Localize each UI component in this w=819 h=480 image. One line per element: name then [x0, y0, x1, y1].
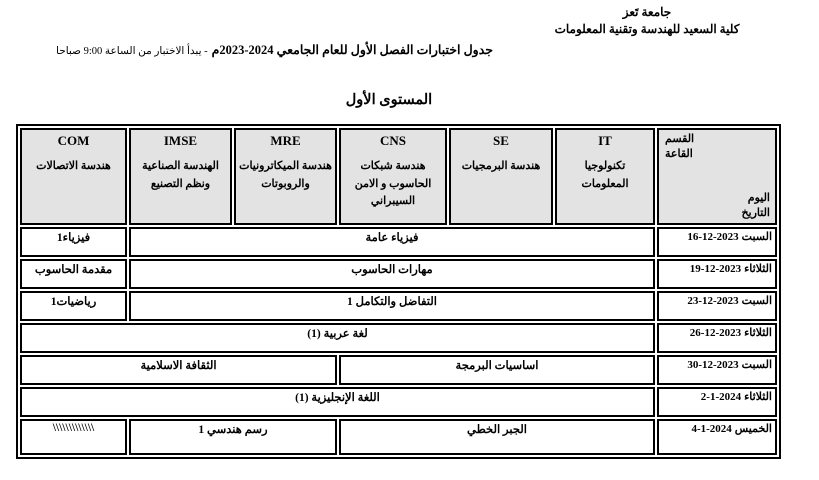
- date-value: 2023-12-26: [689, 327, 742, 339]
- table-row: [20, 355, 777, 385]
- day-label: الثلاثاء: [744, 391, 772, 403]
- schedule-title-line: [22, 41, 527, 59]
- subject-cell: اللغة الإنجليزية (1): [20, 387, 655, 417]
- level-heading: المستوى الأول: [345, 92, 433, 108]
- table-row: [20, 387, 777, 417]
- dept-code: COM: [57, 133, 90, 148]
- subject-cell: مقدمة الحاسوب: [20, 259, 127, 289]
- dept-header-cns: [339, 128, 447, 225]
- date-value: 2024-1-2: [700, 391, 742, 403]
- dept-name: هندسة شبكات الحاسوب و الامن السيبراني: [354, 160, 432, 208]
- subject-cell: رسم هندسي 1: [129, 419, 337, 455]
- dept-name: هندسة البرمجيات: [461, 160, 541, 172]
- date-cell: [657, 323, 777, 353]
- college-name: كلية السعيد للهندسة وتقنية المعلومات: [554, 21, 740, 36]
- letterhead: [528, 4, 766, 38]
- day-label: السبت: [741, 359, 772, 371]
- corner-row-labels: [660, 191, 774, 222]
- date-value: 2023-12-23: [687, 295, 739, 307]
- no-exam-cell: \\\\\\\\\\\\\: [20, 419, 127, 455]
- dept-name: الهندسة الصناعية ونظم التصنيع: [142, 160, 219, 190]
- subject-cell: لغة عربية (1): [20, 323, 655, 353]
- subject-cell: الجبر الخطي: [339, 419, 655, 455]
- corner-dept-label: القسم: [665, 133, 695, 145]
- dept-header-it: [555, 128, 655, 225]
- dept-code: IMSE: [163, 133, 198, 148]
- dept-header-com: [20, 128, 127, 225]
- corner-day-label: اليوم: [747, 192, 770, 205]
- dept-header-se: [449, 128, 553, 225]
- table-row: [20, 323, 777, 353]
- dept-code: MRE: [270, 133, 301, 148]
- subject-cell: اساسيات البرمجة: [339, 355, 655, 385]
- start-time-note: - يبدأ الاختبار من الساعة 9:00 صباحا: [56, 46, 208, 57]
- date-value: 2024-1-4: [691, 423, 732, 435]
- date-value: 2023-12-16: [687, 231, 739, 243]
- day-label: الخميس: [734, 423, 772, 435]
- subject-cell: فيزياء عامة: [129, 227, 655, 257]
- table-row: [20, 259, 777, 289]
- exam-schedule-table: [16, 124, 781, 459]
- date-value: 2023-12-19: [689, 263, 742, 275]
- subject-cell: فيزياء1: [20, 227, 127, 257]
- subject-cell: التفاضل والتكامل 1: [129, 291, 655, 321]
- date-cell: [657, 419, 777, 455]
- dept-code: SE: [493, 133, 509, 148]
- subject-cell: رياضيات1: [20, 291, 127, 321]
- dept-name: تكنولوجيا المعلومات: [581, 160, 629, 190]
- date-cell: [657, 355, 777, 385]
- table-row: [20, 419, 777, 455]
- dept-code: IT: [598, 133, 612, 148]
- corner-column-labels: [660, 131, 774, 162]
- day-label: السبت: [741, 231, 772, 243]
- date-cell: [657, 227, 777, 257]
- schedule-title: جدول اختبارات الفصل الأول للعام الجامعي 2024-2023م: [211, 43, 493, 57]
- date-cell: [657, 291, 777, 321]
- corner-hall-label: القاعة: [665, 147, 693, 160]
- day-label: الثلاثاء: [744, 327, 772, 339]
- dept-name: هندسة الميكاترونيات والروبوتات: [239, 160, 332, 190]
- dept-header-mre: [234, 128, 337, 225]
- date-cell: [657, 259, 777, 289]
- dept-header-imse: [129, 128, 232, 225]
- subject-cell: مهارات الحاسوب: [129, 259, 655, 289]
- corner-cell: [657, 128, 777, 225]
- date-cell: [657, 387, 777, 417]
- header-row: [20, 128, 777, 225]
- dept-name: هندسة الاتصالات: [36, 160, 111, 172]
- corner-date-label: التاريخ: [741, 207, 770, 220]
- day-label: الثلاثاء: [744, 263, 772, 275]
- university-name: جامعة تَعز: [622, 5, 672, 19]
- table-row: [20, 227, 777, 257]
- subject-cell: الثقافة الاسلامية: [20, 355, 337, 385]
- day-label: السبت: [741, 295, 772, 307]
- table-row: [20, 291, 777, 321]
- date-value: 2023-12-30: [687, 359, 739, 371]
- dept-code: CNS: [379, 133, 406, 148]
